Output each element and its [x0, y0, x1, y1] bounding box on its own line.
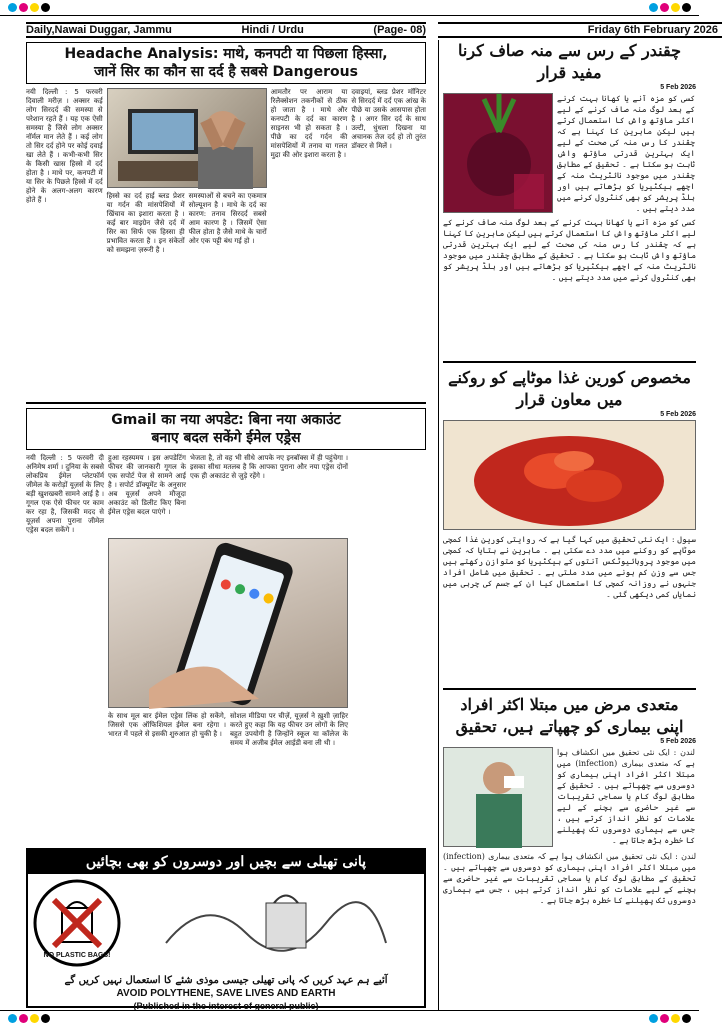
headache-article — [26, 42, 426, 398]
registration-marks-right — [649, 3, 691, 12]
kimchi-article — [443, 367, 696, 684]
kimchi-headline-line1: مخصوص کورین غذا موٹاپے کو روکنے — [448, 368, 691, 387]
page-number: (Page- 08) — [373, 24, 426, 36]
infection-photo — [443, 747, 553, 847]
urdu-divider-2 — [443, 688, 696, 690]
headache-man-icon — [108, 89, 268, 189]
gmail-phone-photo — [108, 538, 348, 708]
ad-disclaimer: (Published in the interest of general public) — [133, 1001, 319, 1011]
ad-urdu-banner: پانی تھیلی سے بچیں اور دوسروں کو بھی بچائیں — [28, 850, 424, 874]
kimchi-bowl-icon — [444, 421, 694, 531]
gmail-article — [26, 408, 426, 844]
ad-illustration — [132, 883, 420, 963]
kimchi-photo — [443, 420, 696, 530]
gmail-headline — [26, 408, 426, 450]
headache-col-4: आमतौर पर आराम या रिलैक्सेशन तकनीकों से ठीक हो जाता है । माथे और कनपटी के दर्द का कारण साइनस भी हो सकता है । पीछे का दर्द गर्दन की मांसपेशियों में तनाव या गलत मुद्रा की ओर इशारा करता है । — [270, 88, 348, 159]
headache-headline — [26, 42, 426, 84]
headache-headline-line1: Headache Analysis: माथे, कनपटी या पिछला हिस्सा, — [64, 46, 388, 62]
gmail-col-5: सोशल मीडिया पर चीज़ें, यूज़र्स ने ख़ुशी ज़ाहिर करते हुए कहा कि यह फीचर उन लोगों के लिए बहुत उपयोगी है जिन्होंने स्कूल या कॉलेज के समय में अजीब ईमेल आईडी बना ली थी । — [230, 712, 348, 747]
infection-headline-line2: اپنی بیماری کو چھپاتے ہیں، تحقیق — [455, 717, 684, 736]
section-divider — [26, 402, 426, 404]
kimchi-headline-line2: میں معاون قرار — [516, 390, 623, 409]
gmail-headline-line2: बनाए बदल सकेंगे ईमेल एड्रेस — [151, 430, 301, 446]
beetroot-body-1: کسی کو مزہ آنے یا کھانا بہت کرنے کے بعد لوگ منہ صاف کرنے کے لیے اکثر ماؤتھ واش کا استعمال کرتے ہیں لیکن ماہرین کا کہنا ہے کہ چقندر کا رس منہ کی صحت کے لیے ایک بہترین قدرتی ماؤتھ واش ثابت ہو سکتا ہے ۔ تحقیق کے مطابق چقندر میں موجود نائٹریٹ منہ کے اچھے بیکٹیریا کو بڑھاتے ہیں اور بلڈ پریشر کو بھی کنٹرول کرنے میں مدد دیتے ہیں ۔ — [557, 94, 695, 213]
masthead — [26, 22, 718, 38]
registration-marks-bottom-right — [649, 1014, 691, 1023]
urdu-divider-1 — [443, 361, 696, 363]
urdu-section — [438, 40, 696, 1010]
headache-headline-line2: जानें सिर का कौन सा दर्द है सबसे Dangerous — [94, 64, 358, 80]
infection-date: 5 Feb 2026 — [660, 738, 696, 745]
no-plastic-ad — [26, 848, 426, 1011]
kimchi-date: 5 Feb 2026 — [660, 411, 696, 418]
beetroot-date: 5 Feb 2026 — [660, 84, 696, 91]
top-color-strip — [0, 0, 699, 16]
paper-name: Daily,Nawai Duggar, Jammu — [26, 24, 172, 36]
kimchi-body: سیول : ایک نئی تحقیق میں کہا گیا ہے کہ روایتی کورین غذا کمچی موٹاپے کو روکنے میں مدد دے سکتی ہے ۔ ماہرین نے بتایا کہ کمچی میں موجود پروبائیوٹکس آنتوں کے بیکٹیریا کو متوازن رکھتے ہیں جس سے وزن کم ہونے میں مدد ملتی ہے ۔ تحقیق میں شامل افراد جنہوں نے روزانہ کمچی کا استعمال کیا ان کے جسم کی چربی میں نمایاں کمی دیکھی گئی ۔ — [443, 535, 696, 599]
registration-marks-left — [8, 3, 50, 12]
issue-date: Friday 6th February 2026 — [587, 24, 718, 36]
gmail-col-2: हुआ रहस्यमय । इस अपडेटिंग फीचर की जानकारी गूगल के एक सपोर्ट पेज से सामने आई है । सपोर्ट डॉक्यूमेंट के अनुसार अब यूज़र्स अपने मौजूदा अकाउंट को डिलीट किए बिना ईमेल एड्रेस बदल पाएंगे । — [108, 454, 186, 516]
headache-col-2: हिस्से का दर्द हाई ब्लड प्रेशर या गर्दन की मांसपेशियों में खिंचाव का इशारा करता है । कई बार माइग्रेन जैसे दर्द में सिर का सिर्फ एक हिस्सा ही प्रभावित करता है । इन संकेतों को समझना ज़रूरी है । — [106, 192, 185, 254]
beetroot-icon — [444, 94, 554, 214]
beetroot-photo — [443, 93, 553, 213]
infection-body-1: لندن : ایک نئی تحقیق میں انکشاف ہوا ہے کہ متعدی بیماری (infection) میں مبتلا اکثر افراد اپنی بیماری کو دوسروں سے چھپاتے ہیں ۔ تحقیق کے مطابق لوگ کام یا سماجی تقریبات سے غیر حاضری سے بچنے کے لیے علامات کو نظر انداز کرتے ہیں ، جس سے بیماری دوسروں تک پھیلنے کا خطرہ بڑھ جاتا ہے ۔ — [557, 748, 695, 845]
gmail-col-3: भेजता है, तो वह भी सीधे आपके नए इनबॉक्स में ही पहुंचेगा । इसका सीधा मतलब है कि आपका पुराना और नया एड्रेस दोनों एक ही अकाउंट से जुड़े रहेंगे । — [190, 454, 348, 480]
infection-article — [443, 694, 696, 1001]
infection-headline-line1: متعدی مرض میں مبتلا اکثر افراد — [460, 695, 679, 714]
bag-illustration-icon — [146, 883, 406, 963]
beetroot-headline: چقندر کے رس سے منہ صاف کرنا مفید قرار — [458, 41, 681, 82]
masthead-date-box — [438, 22, 722, 38]
ad-urdu-pledge: آئیے ہم عہد کریں کہ پانی تھیلی جیسی موذی شئے کا استعمال نہیں کریں گے — [64, 975, 388, 986]
sick-person-icon — [444, 748, 554, 848]
headache-col-3: समस्याओं से बचने का एकमात्र सोल्यूशन है । माथे के दर्द का कारण: तनाव सिरदर्द सबसे आम कारण है । जिसमें ऐसा फील होता है जैसे माथे के चारों ओर एक पट्टी बंध गई हो । — [188, 192, 267, 245]
beetroot-article — [443, 40, 696, 357]
smartphone-icon — [109, 539, 349, 709]
no-plastic-badge-text: NO PLASTIC BAGS! — [43, 952, 111, 959]
ad-english-slogan: AVOID POLYTHENE, SAVE LIVES AND EARTH — [116, 988, 336, 999]
language-label: Hindi / Urdu — [241, 24, 304, 36]
beetroot-body-2: کسی کو مزہ آنے یا کھانا بہت کرنے کے بعد لوگ منہ صاف کرنے کے لیے اکثر ماؤتھ واش کا استعمال کرتے ہیں لیکن ماہرین کا کہنا ہے کہ چقندر کا رس منہ کی صحت کے لیے ایک بہترین قدرتی ماؤتھ واش ثابت ہو سکتا ہے ۔ تحقیق کے مطابق چقندر میں موجود نائٹریٹ منہ کے اچھے بیکٹیریا کو بڑھاتے ہیں اور بلڈ پریشر کو بھی کنٹرول کرنے میں مدد دیتے ہیں ۔ — [443, 218, 696, 282]
registration-marks-bottom-left — [8, 1014, 50, 1023]
headache-col-5: दवाइयां, ब्लड प्रेशर मॉनिटर से सिरदर्द में दर्द एक आंख के पीछे या उसके आसपास होता है । अगर सिर दर्द के साथ उल्टी, धुंधला दिखना या अचानक तेज दर्द हो तो तुरंत डॉक्टर से मिलें । — [351, 88, 426, 150]
bottom-color-strip — [0, 1010, 699, 1026]
infection-body-2: لندن : ایک نئی تحقیق میں انکشاف ہوا ہے کہ متعدی بیماری (infection) میں مبتلا اکثر افراد اپنی بیماری کو دوسروں سے چھپاتے ہیں ۔ تحقیق کے مطابق لوگ کام یا سماجی تقریبات سے غیر حاضری سے بچنے کے لیے علامات کو نظر انداز کرتے ہیں ، جس سے بیماری دوسروں تک پھیلنے کا خطرہ بڑھ جاتا ہے ۔ — [443, 852, 696, 905]
gmail-headline-line1: Gmail का नया अपडेट: बिना नया अकाउंट — [111, 412, 341, 428]
headache-col-1: नयी दिल्ली : 5 फरवरी दिवाली मरीज़ । अक्सर कई लोग सिरदर्द की समस्या से परेशान रहते हैं । यह एक ऐसी समस्या है जिसे लोग अक्सर नॉर्मल मान लेते हैं । कई लोग तो सिर दर्द होने पर कोई दवाई खा लेते हैं । कभी-कभी सिर के किसी खास हिस्से में दर्द होता है । माथे पर, कनपटी में या सिर के पिछले हिस्से में दर्द होने के अलग-अलग कारण होते हैं । — [26, 88, 103, 204]
headache-photo — [107, 88, 267, 188]
gmail-col-1: नयी दिल्ली : 5 फरवरी दी अनिमेष शर्मा । दुनिया के सबसे लोकप्रिय ईमेल प्लेटफॉर्म जीमेल के करोड़ों यूज़र्स के लिए बड़ी खुशखबरी सामने आई है । गूगल एक ऐसे फीचर पर काम कर रहा है, जिसकी मदद से यूज़र्स अपना पुराना जीमेल एड्रेस बदल सकेंगे । — [26, 454, 104, 534]
no-plastic-badge — [32, 878, 122, 968]
gmail-col-4: के साथ मूल बार ईमेल एड्रेस लिंक हो सकेंगे, जिससे एक ऑफिशियल ईमेल बना रहेगा । भारत में पहले से इसकी शुरुआत हो चुकी है । — [108, 712, 226, 738]
